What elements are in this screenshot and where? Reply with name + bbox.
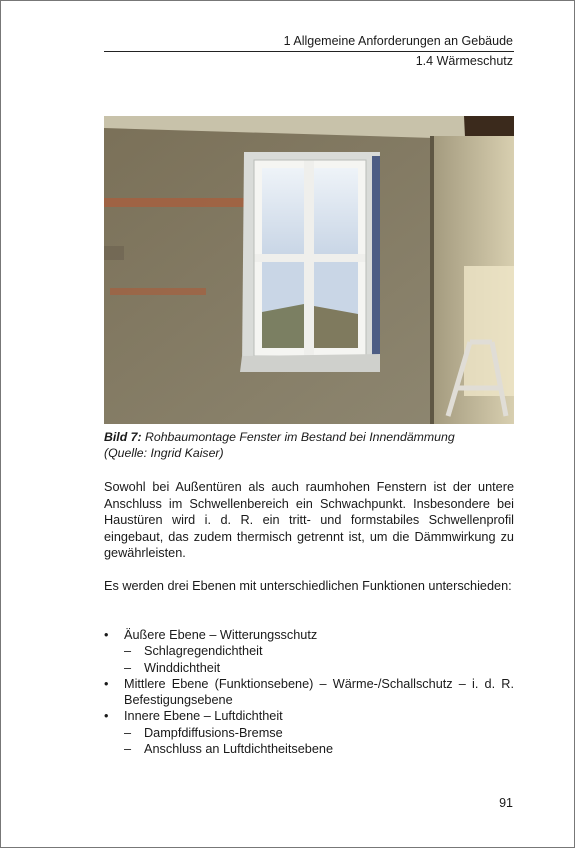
figure-photo-window-installation [104, 116, 514, 424]
list-item-text: Innere Ebene – Luftdichtheit [124, 709, 283, 724]
bullet-marker: • [104, 628, 109, 642]
list-item-text: Schlagregendichtheit [144, 644, 263, 659]
list-item [104, 741, 514, 757]
header-rule [104, 51, 514, 52]
running-header-chapter: 1 Allgemeine Anforderungen an Gebäude [283, 34, 513, 48]
list-item-text: Dampfdiffusions-Bremse [144, 725, 283, 740]
dash-marker: – [124, 725, 132, 740]
list-item-text: Mittlere Ebene (Funktionsebene) – Wärme-/Schallschutz – i. d. R. Befestigungsebene [124, 676, 514, 708]
figure-caption [104, 429, 514, 461]
list-item-text: Winddichtheit [144, 660, 221, 675]
list-item [104, 725, 514, 741]
bullet-marker: • [104, 676, 109, 691]
list-item-text: Äußere Ebene – Witterungsschutz [124, 628, 318, 642]
page-number: 91 [499, 796, 513, 810]
dash-marker: – [124, 742, 132, 757]
levels-list [104, 627, 514, 757]
bullet-marker: • [104, 709, 109, 724]
list-item [104, 676, 514, 709]
running-header-section: 1.4 Wärmeschutz [415, 54, 513, 68]
dash-marker: – [124, 644, 132, 659]
figure-source: (Quelle: Ingrid Kaiser) [104, 446, 224, 460]
figure-label: Bild 7: [104, 430, 142, 444]
dash-marker: – [124, 660, 132, 675]
list-item [104, 708, 514, 724]
paragraph-threshold: Sowohl bei Außentüren als auch raumhohen Fenstern ist der untere Anschluss im Schwellenbereich ein Schwachpunkt. Insbesondere bei Haustüren wird i. d. R. ein tritt- und formstabiles Schwellenprofil eingebaut, das zudem thermisch getrennt ist, um die Dämmwirkung zu gewährleisten. [104, 480, 514, 560]
list-item-text: Anschluss an Luftdichtheitsebene [144, 742, 334, 757]
list-item [104, 643, 514, 659]
list-item [104, 627, 514, 643]
list-item [104, 660, 514, 676]
figure-caption-text: Rohbaumontage Fenster im Bestand bei Innendämmung [141, 430, 455, 444]
paragraph-levels-intro: Es werden drei Ebenen mit unterschiedlichen Funktionen unterschieden: [104, 579, 512, 593]
